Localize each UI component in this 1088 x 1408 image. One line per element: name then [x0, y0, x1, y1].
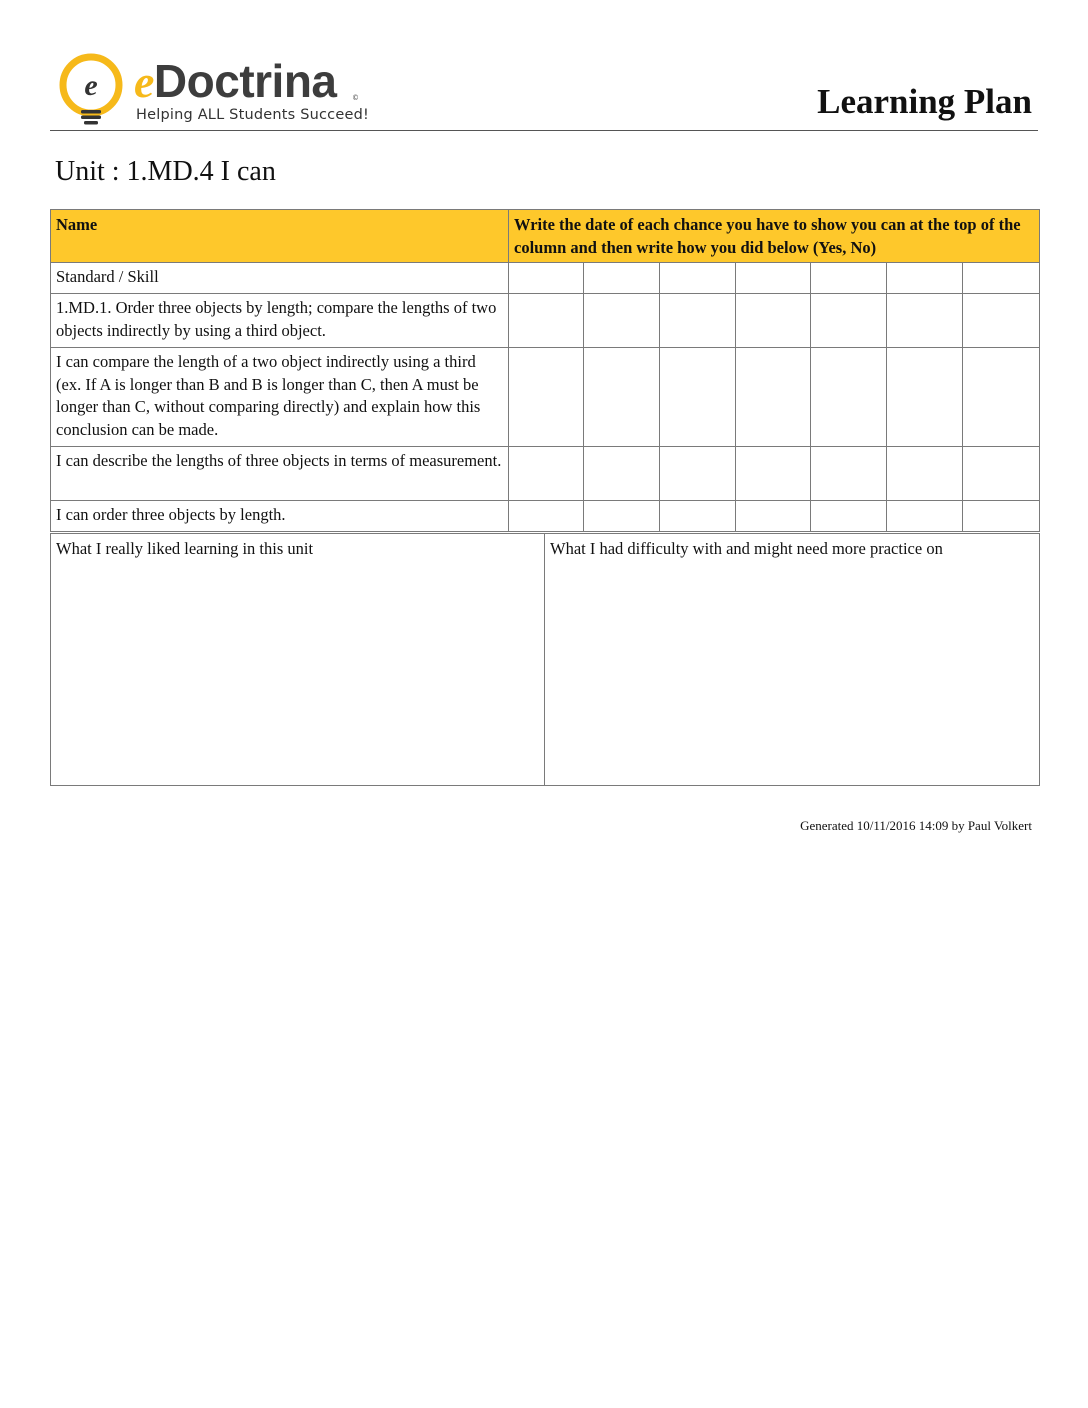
brand-tagline: Helping ALL Students Succeed! [136, 107, 370, 123]
result-cell[interactable] [509, 348, 584, 447]
result-cell[interactable] [736, 447, 811, 501]
result-cell[interactable] [660, 447, 736, 501]
svg-text:e: e [84, 69, 98, 102]
result-cell[interactable] [509, 294, 584, 348]
skill-text: I can describe the lengths of three objects in terms of measurement. [51, 447, 509, 501]
result-cell[interactable] [736, 348, 811, 447]
result-cell[interactable] [584, 348, 660, 447]
result-cell[interactable] [887, 348, 963, 447]
table-row [51, 447, 1040, 501]
learning-plan-table [50, 209, 1040, 532]
result-cell[interactable] [660, 348, 736, 447]
result-cell[interactable] [963, 447, 1040, 501]
edoctrina-logo [54, 52, 384, 128]
result-cell[interactable] [887, 294, 963, 348]
page-header [50, 50, 1038, 131]
result-cell[interactable] [660, 294, 736, 348]
date-cell[interactable] [736, 263, 811, 294]
result-cell[interactable] [811, 447, 887, 501]
date-cell[interactable] [509, 263, 584, 294]
date-cell[interactable] [811, 263, 887, 294]
skill-text: I can compare the length of a two object indirectly using a third (ex. If A is longer than B and B is longer than C, then A must be longer than C, without comparing directly) and explain how this conclusion can be made. [51, 348, 509, 447]
result-cell[interactable] [811, 348, 887, 447]
unit-title: Unit : 1.MD.4 I can [55, 156, 276, 187]
name-header[interactable]: Name [51, 210, 509, 263]
result-cell[interactable] [509, 501, 584, 532]
result-cell[interactable] [509, 447, 584, 501]
skill-text: 1.MD.1. Order three objects by length; compare the lengths of two objects indirectly by using a third object. [51, 294, 509, 348]
result-cell[interactable] [963, 294, 1040, 348]
difficulty-box[interactable]: What I had difficulty with and might need more practice on [545, 534, 1040, 786]
table-row [51, 294, 1040, 348]
result-cell[interactable] [736, 294, 811, 348]
result-cell[interactable] [584, 294, 660, 348]
result-cell[interactable] [811, 294, 887, 348]
standard-row [51, 263, 1040, 294]
liked-learning-box[interactable]: What I really liked learning in this unit [51, 534, 545, 786]
skill-text: I can order three objects by length. [51, 501, 509, 532]
reflection-table [50, 533, 1040, 786]
lightbulb-icon [54, 52, 130, 128]
result-cell[interactable] [963, 348, 1040, 447]
table-row [51, 501, 1040, 532]
table-row [51, 348, 1040, 447]
result-cell[interactable] [584, 447, 660, 501]
result-cell[interactable] [887, 447, 963, 501]
instruction-header: Write the date of each chance you have to show you can at the top of the column and then write how you did below (Yes, No) [509, 210, 1040, 263]
result-cell[interactable] [736, 501, 811, 532]
result-cell[interactable] [660, 501, 736, 532]
date-cell[interactable] [887, 263, 963, 294]
result-cell[interactable] [584, 501, 660, 532]
result-cell[interactable] [887, 501, 963, 532]
document-title: Learning Plan [817, 82, 1032, 121]
date-cell[interactable] [963, 263, 1040, 294]
table-header-row [51, 210, 1040, 263]
standard-label: Standard / Skill [51, 263, 509, 294]
trademark-mark: © [352, 94, 359, 102]
result-cell[interactable] [963, 501, 1040, 532]
result-cell[interactable] [811, 501, 887, 532]
date-cell[interactable] [660, 263, 736, 294]
generated-footer: Generated 10/11/2016 14:09 by Paul Volkert [800, 818, 1032, 833]
date-cell[interactable] [584, 263, 660, 294]
brand-name: eDoctrina [134, 55, 337, 107]
